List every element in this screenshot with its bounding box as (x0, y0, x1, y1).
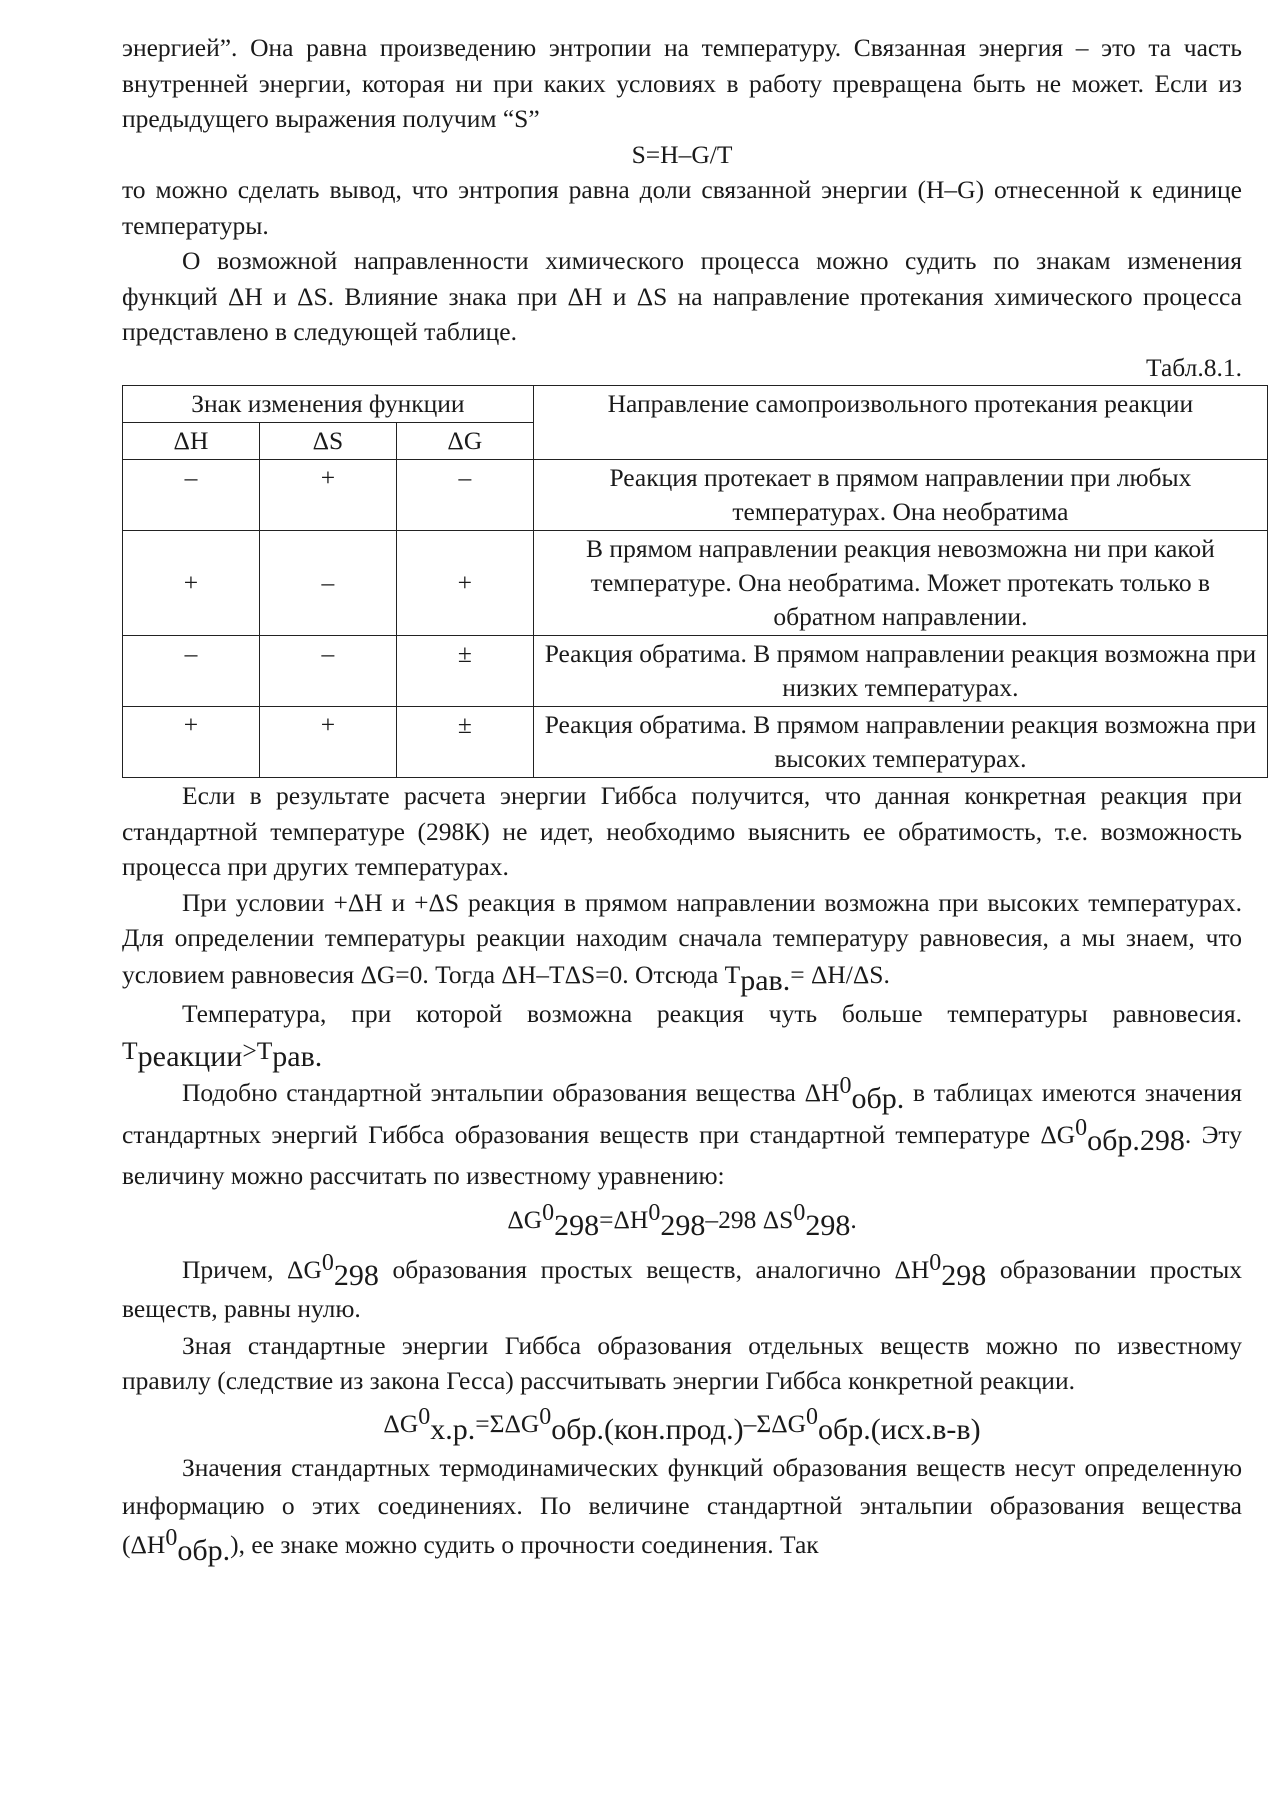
table-header-row (123, 386, 1268, 423)
table-header-desc: Направление самопроизвольного протекания реакции (533, 386, 1267, 460)
text-fragment: ΔG (507, 1205, 543, 1234)
table-cell-dg: + (396, 531, 533, 636)
text-fragment: =ΣΔG (475, 1408, 540, 1438)
text-fragment: ΔG (383, 1408, 419, 1438)
table-cell-dg: – (396, 460, 533, 531)
equation-entropy: S=H–G/T (631, 139, 733, 169)
table-cell-desc: Реакция обратима. В прямом направлении реакция возможна при высоких температурах. (533, 707, 1267, 778)
superscript: 0 (1075, 1115, 1088, 1141)
superscript: 0 (648, 1200, 661, 1226)
text-fragment: образования простых веществ, аналогично ΔH (378, 1254, 930, 1284)
table-cell-dg: ± (396, 636, 533, 707)
subscript: реакции (137, 1039, 243, 1073)
table-row (123, 531, 1268, 636)
text-fragment: . (850, 1205, 857, 1234)
table-row (123, 636, 1268, 707)
document-page (122, 30, 1257, 1567)
paragraph-direction-intro: О возможной направленности химического процесса можно судить по знакам изменения функций ΔH и ΔS. Влияние знака при ΔH и ΔS на направление протекания химического процесса представлено в следующей таблице. (122, 246, 1242, 346)
paragraph-equilibrium-temperature (122, 885, 1242, 997)
table-cell-ds: + (259, 460, 396, 531)
text-fragment: в таблицах имеются значения стандартных энергий Гиббса образования веществ при стандартной температуре ΔG (122, 1078, 1242, 1149)
text-fragment: Значения стандартных термодинамических функций образования веществ несут определенную информацию о этих соединениях. По величине стандартной энтальпии образования вещества (ΔH (122, 1453, 1242, 1559)
superscript: 0 (165, 1525, 178, 1551)
superscript: 0 (418, 1403, 431, 1430)
table-cell-dh: – (123, 636, 260, 707)
paragraph-standard-gibbs (122, 1072, 1242, 1195)
table-cell-desc: Реакция обратима. В прямом направлении реакция возможна при низких температурах. (533, 636, 1267, 707)
subscript: 298 (805, 1209, 851, 1242)
subscript: обр. (851, 1082, 905, 1115)
text-fragment: = ΔH/ΔS. (790, 959, 890, 989)
table-col-dh: ΔH (123, 423, 260, 460)
table-cell-dh: + (123, 707, 260, 778)
table-cell-ds: + (259, 707, 396, 778)
table-caption: Табл.8.1. (1146, 352, 1242, 382)
subscript: 298 (554, 1209, 600, 1242)
paragraph-formation-values (122, 1449, 1242, 1565)
equation-gibbs-298 (122, 1195, 1242, 1246)
subscript: рав. (272, 1039, 323, 1073)
table-cell-desc: Реакция протекает в прямом направлении при любых температурах. Она необратима (533, 460, 1267, 531)
text-fragment: –298 ΔS (705, 1205, 794, 1234)
subscript: обр.(кон.прод.) (551, 1412, 744, 1446)
text-fragment: При условии +ΔH и +ΔS реакция в прямом направлении возможна при высоких температурах. Для определении температуры реакции находим сначала температуру равновесия, а мы знаем, что условием равновесия ΔG=0. Тогда ΔH–TΔS=0. Отсюда T (122, 887, 1242, 989)
paragraph-entropy-conclusion: то можно сделать вывод, что энтропия равна доли связанной энергии (H–G) отнесенной к единице температуры. (122, 175, 1242, 240)
table-row (123, 707, 1268, 778)
table-cell-ds: – (259, 531, 396, 636)
table-col-dg: ΔG (396, 423, 533, 460)
table-row (123, 460, 1268, 531)
text-fragment: =ΔH (599, 1205, 649, 1234)
paragraph-simple-substances (122, 1250, 1242, 1328)
superscript: 0 (839, 1073, 852, 1099)
subscript: 298 (660, 1209, 706, 1242)
table-cell-desc: В прямом направлении реакция невозможна ни при какой температуре. Она необратима. Может протекать только в обратном направлении. (533, 531, 1267, 636)
paragraph-gibbs-reversibility: Если в результате расчета энергии Гиббса получится, что данная конкретная реакция при стандартной температуре (298К) не идет, необходимо выяснить ее обратимость, т.е. возможность процесса при других температурах. (122, 781, 1242, 881)
table-col-ds: ΔS (259, 423, 396, 460)
superscript: 0 (929, 1249, 942, 1276)
subscript: обр.(исх.в-в) (818, 1412, 981, 1446)
text-fragment: ), ее знаке можно судить о прочности соединения. Так (230, 1530, 819, 1559)
superscript: 0 (793, 1200, 806, 1226)
subscript: 298 (941, 1258, 987, 1292)
subscript: рав. (740, 963, 791, 997)
paragraph-reaction-temperature (122, 996, 1242, 1073)
equation-hess (122, 1399, 1242, 1450)
table-cell-ds: – (259, 636, 396, 707)
superscript: 0 (806, 1403, 819, 1430)
text-fragment: Подобно стандартной энтальпии образования вещества ΔH (182, 1078, 840, 1107)
subscript: х.р. (430, 1412, 476, 1446)
table-cell-dh: + (123, 531, 260, 636)
subscript: 298 (333, 1258, 379, 1292)
text-fragment: образовании простых веществ, равны нулю. (122, 1254, 1242, 1323)
text-fragment: . Эту величину можно рассчитать по известному уравнению: (122, 1120, 1242, 1190)
text-fragment: Температура, при которой возможна реакция чуть больше температуры равновесия. T (122, 999, 1242, 1065)
subscript: обр. (177, 1534, 231, 1567)
table-header-group: Знак изменения функции (123, 386, 534, 423)
text-fragment: >T (242, 1035, 273, 1065)
superscript: 0 (321, 1249, 334, 1276)
subscript: обр.298 (1087, 1124, 1185, 1157)
table-cell-dh: – (123, 460, 260, 531)
text-fragment: –ΣΔG (743, 1408, 807, 1438)
paragraph-hess-rule: Зная стандартные энергии Гиббса образования отдельных веществ можно по известному правилу (следствие из закона Гесса) рассчитывать энергии Гиббса конкретной реакции. (122, 1330, 1242, 1395)
superscript: 0 (539, 1403, 552, 1430)
table-cell-dg: ± (396, 707, 533, 778)
superscript: 0 (542, 1200, 555, 1226)
text-fragment: Причем, ΔG (182, 1254, 322, 1284)
paragraph-bound-energy: энергией”. Она равна произведению энтропии на температуру. Связанная энергия – это та часть внутренней энергии, которая ни при каких условиях в работу превращена быть не может. Если из предыдущего выражения получим “S” (122, 33, 1242, 133)
sign-table (122, 385, 1268, 778)
